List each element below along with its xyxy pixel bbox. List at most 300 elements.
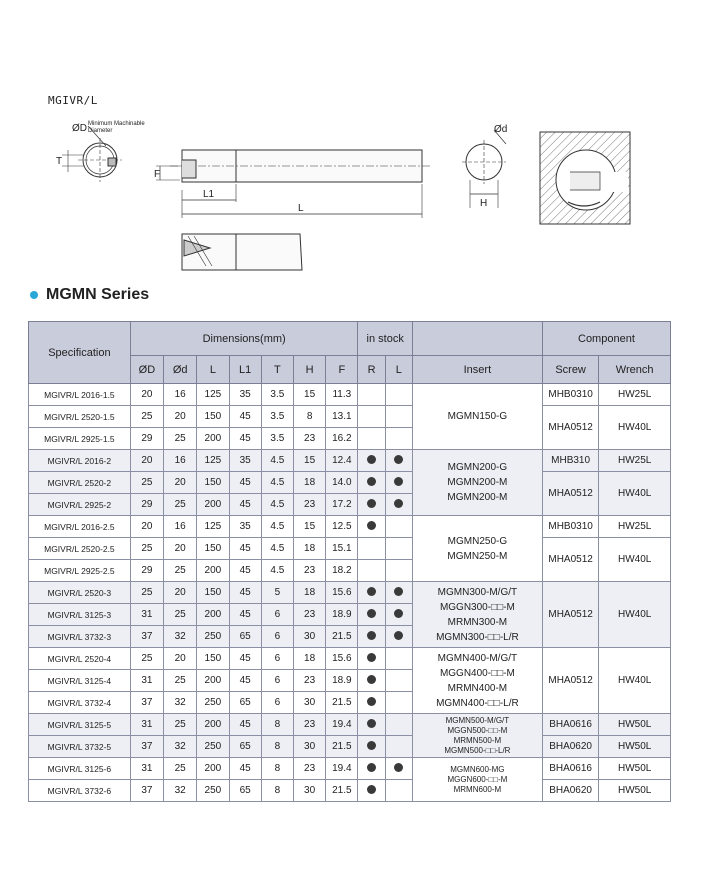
- R-stock-cell: [358, 582, 385, 604]
- L-stock-cell: [385, 604, 412, 626]
- wrench-cell: HW40L: [599, 406, 671, 450]
- insert-code: MRMN500-M: [453, 735, 502, 745]
- d-cell: 32: [164, 626, 197, 648]
- wrench-cell: HW25L: [599, 384, 671, 406]
- L-header: L: [197, 356, 229, 384]
- spec-cell: MGIVR/L 2925-2: [29, 494, 131, 516]
- F-cell: 15.6: [326, 648, 358, 670]
- L-stock-cell: [385, 428, 412, 450]
- T-header: T: [261, 356, 293, 384]
- T-cell: 6: [261, 604, 293, 626]
- L1-cell: 45: [229, 604, 261, 626]
- T-cell: 6: [261, 670, 293, 692]
- spec-table-body: [29, 384, 671, 802]
- L1-cell: 45: [229, 428, 261, 450]
- insert-code: MGMN250-G: [447, 535, 508, 547]
- insert-cell: [412, 384, 542, 450]
- in-stock-dot-icon: [367, 499, 376, 508]
- in-stock-dot-icon: [394, 609, 403, 618]
- d-cell: 25: [164, 670, 197, 692]
- wrench-cell: HW25L: [599, 516, 671, 538]
- d-cell: 20: [164, 406, 197, 428]
- screw-cell: BHA0616: [542, 758, 598, 780]
- R-stock-cell: [358, 736, 385, 758]
- L-stock-cell: [385, 780, 412, 802]
- D-cell: 25: [130, 538, 163, 560]
- d-cell: 32: [164, 780, 197, 802]
- in-stock-dot-icon: [394, 763, 403, 772]
- insert-spacer-header: [412, 322, 542, 356]
- T-cell: 3.5: [261, 406, 293, 428]
- end-view-drawing: [462, 130, 506, 208]
- L-stock-cell: [385, 406, 412, 428]
- front-view-drawing: [62, 126, 122, 182]
- T-cell: 3.5: [261, 428, 293, 450]
- L1-cell: 45: [229, 406, 261, 428]
- D-cell: 31: [130, 604, 163, 626]
- L-cell: 125: [197, 450, 229, 472]
- L-cell: 200: [197, 428, 229, 450]
- in-stock-dot-icon: [367, 609, 376, 618]
- screw-cell: MHB0310: [542, 516, 598, 538]
- R-stock-cell: [358, 406, 385, 428]
- wrench-cell: HW50L: [599, 780, 671, 802]
- T-cell: 8: [261, 780, 293, 802]
- L-stock-cell: [385, 384, 412, 406]
- table-row: [29, 406, 671, 428]
- d-cell: 25: [164, 494, 197, 516]
- table-row: [29, 538, 671, 560]
- d-cell: 20: [164, 472, 197, 494]
- R-stock-cell: [358, 692, 385, 714]
- H-cell: 23: [293, 560, 325, 582]
- in-stock-dot-icon: [367, 675, 376, 684]
- F-cell: 13.1: [326, 406, 358, 428]
- in-stock-dot-icon: [367, 631, 376, 640]
- specification-header: Specification: [29, 322, 131, 384]
- F-cell: 12.5: [326, 516, 358, 538]
- H-cell: 15: [293, 450, 325, 472]
- in-stock-dot-icon: [394, 631, 403, 640]
- screw-cell: MHA0512: [542, 472, 598, 516]
- L1-cell: 45: [229, 494, 261, 516]
- H-cell: 30: [293, 626, 325, 648]
- spec-cell: MGIVR/L 3732-5: [29, 736, 131, 758]
- L-stock-header: L: [385, 356, 412, 384]
- insert-code: MGMN150-G: [447, 411, 508, 422]
- T-cell: 8: [261, 736, 293, 758]
- in-stock-dot-icon: [367, 653, 376, 662]
- L-cell: 150: [197, 648, 229, 670]
- spec-cell: MGIVR/L 3125-3: [29, 604, 131, 626]
- L1-cell: 35: [229, 450, 261, 472]
- d-cell: 25: [164, 758, 197, 780]
- F-cell: 11.3: [326, 384, 358, 406]
- spec-cell: MGIVR/L 2016-1.5: [29, 384, 131, 406]
- L-cell: 200: [197, 604, 229, 626]
- R-stock-cell: [358, 516, 385, 538]
- H-cell: 23: [293, 670, 325, 692]
- L-cell: 250: [197, 692, 229, 714]
- insert-cell: [412, 758, 542, 802]
- D-cell: 25: [130, 582, 163, 604]
- H-cell: 30: [293, 736, 325, 758]
- in-stock-dot-icon: [394, 499, 403, 508]
- section-view-drawing: [540, 132, 630, 224]
- series-title-text: MGMN Series: [46, 286, 150, 303]
- L-stock-cell: [385, 626, 412, 648]
- H-cell: 18: [293, 538, 325, 560]
- table-row: [29, 648, 671, 670]
- insert-header: Insert: [412, 356, 542, 384]
- R-stock-header: R: [358, 356, 385, 384]
- T-cell: 4.5: [261, 494, 293, 516]
- component-header: Component: [542, 322, 670, 356]
- model-label: MGIVR/L: [48, 94, 98, 107]
- screw-cell: MHA0512: [542, 582, 598, 648]
- D-cell: 20: [130, 516, 163, 538]
- spec-cell: MGIVR/L 2925-2.5: [29, 560, 131, 582]
- insert-code: MRMN400-M: [447, 682, 508, 694]
- side-view-drawing: [156, 150, 430, 218]
- R-stock-cell: [358, 714, 385, 736]
- F-cell: 18.2: [326, 560, 358, 582]
- R-stock-cell: [358, 450, 385, 472]
- in-stock-dot-icon: [367, 719, 376, 728]
- spec-cell: MGIVR/L 3125-4: [29, 670, 131, 692]
- L-stock-cell: [385, 494, 412, 516]
- insert-cell: [412, 582, 542, 648]
- spec-cell: MGIVR/L 2925-1.5: [29, 428, 131, 450]
- D-cell: 31: [130, 670, 163, 692]
- in-stock-dot-icon: [367, 477, 376, 486]
- spec-cell: MGIVR/L 2016-2.5: [29, 516, 131, 538]
- spec-cell: MGIVR/L 3732-4: [29, 692, 131, 714]
- L-cell: 125: [197, 516, 229, 538]
- L1-label: L1: [203, 189, 215, 200]
- L-cell: 250: [197, 780, 229, 802]
- d-cell: 32: [164, 736, 197, 758]
- T-label: T: [56, 156, 63, 167]
- T-cell: 3.5: [261, 384, 293, 406]
- H-cell: 15: [293, 384, 325, 406]
- D-header: ØD: [130, 356, 163, 384]
- in-stock-header: in stock: [358, 322, 412, 356]
- H-header: H: [293, 356, 325, 384]
- insert-code: MGMN300-M/G/T: [437, 586, 518, 598]
- min-caption-line2: Diameter: [88, 128, 113, 134]
- d-cell: 16: [164, 516, 197, 538]
- L-stock-cell: [385, 648, 412, 670]
- L1-cell: 45: [229, 582, 261, 604]
- spec-cell: MGIVR/L 2520-2: [29, 472, 131, 494]
- F-cell: 21.5: [326, 736, 358, 758]
- screw-cell: MHB310: [542, 450, 598, 472]
- wrench-cell: HW40L: [599, 582, 671, 648]
- R-stock-cell: [358, 384, 385, 406]
- D-cell: 37: [130, 736, 163, 758]
- table-row: [29, 472, 671, 494]
- d-label: Ød: [494, 124, 508, 135]
- table-row: [29, 582, 671, 604]
- wrench-cell: HW25L: [599, 450, 671, 472]
- L1-cell: 45: [229, 538, 261, 560]
- d-header: Ød: [164, 356, 197, 384]
- L1-cell: 65: [229, 736, 261, 758]
- wrench-cell: HW50L: [599, 714, 671, 736]
- in-stock-dot-icon: [367, 697, 376, 706]
- L1-cell: 65: [229, 692, 261, 714]
- R-stock-cell: [358, 538, 385, 560]
- spec-cell: MGIVR/L 2016-2: [29, 450, 131, 472]
- H-cell: 23: [293, 604, 325, 626]
- D-cell: 29: [130, 428, 163, 450]
- L-cell: 250: [197, 736, 229, 758]
- H-cell: 23: [293, 758, 325, 780]
- L1-cell: 35: [229, 516, 261, 538]
- screw-cell: BHA0620: [542, 736, 598, 758]
- L-stock-cell: [385, 736, 412, 758]
- L-stock-cell: [385, 516, 412, 538]
- R-stock-cell: [358, 494, 385, 516]
- R-stock-cell: [358, 560, 385, 582]
- d-cell: 16: [164, 450, 197, 472]
- L-stock-cell: [385, 560, 412, 582]
- d-cell: 20: [164, 582, 197, 604]
- L1-cell: 45: [229, 670, 261, 692]
- insert-code: MGMN500-□□-L/R: [444, 745, 511, 755]
- in-stock-dot-icon: [367, 741, 376, 750]
- insert-code: MRMN600-M: [453, 784, 502, 794]
- table-row: [29, 450, 671, 472]
- R-stock-cell: [358, 670, 385, 692]
- insert-code: MGMN250-M: [447, 550, 508, 562]
- min-caption-line1: Minimum Machinable: [88, 121, 145, 127]
- insert-code: MRMN300-M: [447, 616, 508, 628]
- in-stock-dot-icon: [367, 785, 376, 794]
- insert-code: MGMN200-M: [447, 477, 508, 488]
- D-cell: 31: [130, 758, 163, 780]
- d-cell: 20: [164, 648, 197, 670]
- D-cell: 20: [130, 384, 163, 406]
- insert-code: MGMN400-M/G/T: [437, 652, 518, 664]
- screw-cell: MHA0512: [542, 406, 598, 450]
- spec-cell: MGIVR/L 2520-3: [29, 582, 131, 604]
- L1-cell: 45: [229, 472, 261, 494]
- in-stock-dot-icon: [394, 455, 403, 464]
- insert-code: MGMN400-□□-L/R: [436, 697, 519, 709]
- R-stock-cell: [358, 626, 385, 648]
- H-cell: 15: [293, 516, 325, 538]
- D-cell: 31: [130, 714, 163, 736]
- insert-cell: [412, 648, 542, 714]
- spec-cell: MGIVR/L 3732-3: [29, 626, 131, 648]
- T-cell: 8: [261, 758, 293, 780]
- T-cell: 4.5: [261, 560, 293, 582]
- d-cell: 25: [164, 560, 197, 582]
- L-cell: 150: [197, 582, 229, 604]
- H-cell: 18: [293, 648, 325, 670]
- T-cell: 4.5: [261, 538, 293, 560]
- T-cell: 6: [261, 692, 293, 714]
- L-cell: 150: [197, 538, 229, 560]
- L-cell: 125: [197, 384, 229, 406]
- D-cell: 20: [130, 450, 163, 472]
- series-bullet-icon: [30, 291, 38, 299]
- H-cell: 23: [293, 494, 325, 516]
- d-cell: 16: [164, 384, 197, 406]
- d-cell: 20: [164, 538, 197, 560]
- wrench-cell: HW50L: [599, 736, 671, 758]
- spec-cell: MGIVR/L 2520-4: [29, 648, 131, 670]
- L1-cell: 65: [229, 626, 261, 648]
- table-row: [29, 384, 671, 406]
- L-cell: 250: [197, 626, 229, 648]
- L-stock-cell: [385, 538, 412, 560]
- spec-table: [28, 321, 671, 802]
- screw-cell: MHA0512: [542, 538, 598, 582]
- wrench-cell: HW50L: [599, 758, 671, 780]
- L1-cell: 45: [229, 648, 261, 670]
- F-cell: 18.9: [326, 604, 358, 626]
- R-stock-cell: [358, 472, 385, 494]
- H-cell: 30: [293, 692, 325, 714]
- F-label: F: [154, 169, 161, 180]
- T-cell: 4.5: [261, 450, 293, 472]
- F-cell: 18.9: [326, 670, 358, 692]
- spec-cell: MGIVR/L 2520-1.5: [29, 406, 131, 428]
- insert-code: MGGN600-□□-M: [447, 774, 508, 784]
- L-stock-cell: [385, 714, 412, 736]
- L-cell: 150: [197, 472, 229, 494]
- L-label: L: [298, 203, 304, 214]
- insert-code: MGGN500-□□-M: [447, 725, 508, 735]
- F-cell: 17.2: [326, 494, 358, 516]
- table-row: [29, 758, 671, 780]
- H-cell: 18: [293, 582, 325, 604]
- top-view-drawing: [182, 234, 302, 270]
- T-cell: 4.5: [261, 516, 293, 538]
- L1-cell: 65: [229, 780, 261, 802]
- F-cell: 21.5: [326, 692, 358, 714]
- in-stock-dot-icon: [367, 587, 376, 596]
- in-stock-dot-icon: [394, 587, 403, 596]
- insert-code: MGMN500-M/G/T: [445, 715, 510, 725]
- R-stock-cell: [358, 604, 385, 626]
- H-cell: 18: [293, 472, 325, 494]
- D-cell: 29: [130, 494, 163, 516]
- L-stock-cell: [385, 582, 412, 604]
- F-cell: 14.0: [326, 472, 358, 494]
- H-label: H: [480, 198, 488, 209]
- H-cell: 8: [293, 406, 325, 428]
- T-cell: 5: [261, 582, 293, 604]
- R-stock-cell: [358, 780, 385, 802]
- F-cell: 21.5: [326, 626, 358, 648]
- series-title: [30, 284, 149, 306]
- insert-code: MGGN400-□□-M: [439, 667, 515, 679]
- wrench-header: Wrench: [599, 356, 671, 384]
- F-cell: 19.4: [326, 758, 358, 780]
- insert-code: MGMN200-G: [447, 462, 508, 473]
- T-cell: 6: [261, 648, 293, 670]
- L1-cell: 45: [229, 758, 261, 780]
- L-stock-cell: [385, 670, 412, 692]
- L1-cell: 45: [229, 714, 261, 736]
- screw-cell: BHA0620: [542, 780, 598, 802]
- insert-cell: [412, 450, 542, 516]
- D-cell: 25: [130, 648, 163, 670]
- wrench-cell: HW40L: [599, 538, 671, 582]
- d-cell: 25: [164, 604, 197, 626]
- L-cell: 200: [197, 670, 229, 692]
- screw-header: Screw: [542, 356, 598, 384]
- in-stock-dot-icon: [367, 763, 376, 772]
- D-cell: 25: [130, 406, 163, 428]
- screw-cell: MHB0310: [542, 384, 598, 406]
- T-cell: 4.5: [261, 472, 293, 494]
- R-stock-cell: [358, 428, 385, 450]
- L-cell: 150: [197, 406, 229, 428]
- insert-cell: [412, 516, 542, 582]
- d-cell: 32: [164, 692, 197, 714]
- table-row: [29, 736, 671, 758]
- L-cell: 200: [197, 714, 229, 736]
- insert-code: MGMN600-MG: [450, 764, 505, 774]
- L-cell: 200: [197, 758, 229, 780]
- dimensions-header: Dimensions(mm): [130, 322, 358, 356]
- L-stock-cell: [385, 450, 412, 472]
- insert-code: MGMN300-□□-L/R: [436, 631, 519, 643]
- T-cell: 8: [261, 714, 293, 736]
- insert-cell: [412, 714, 542, 758]
- F-cell: 19.4: [326, 714, 358, 736]
- screw-cell: MHA0512: [542, 648, 598, 714]
- spec-cell: MGIVR/L 3125-6: [29, 758, 131, 780]
- R-stock-cell: [358, 648, 385, 670]
- L-stock-cell: [385, 758, 412, 780]
- in-stock-dot-icon: [394, 477, 403, 486]
- spec-cell: MGIVR/L 3732-6: [29, 780, 131, 802]
- L1-header: L1: [229, 356, 261, 384]
- F-cell: 15.1: [326, 538, 358, 560]
- D-cell: 37: [130, 692, 163, 714]
- H-cell: 30: [293, 780, 325, 802]
- F-cell: 16.2: [326, 428, 358, 450]
- L1-cell: 35: [229, 384, 261, 406]
- D-cell: 37: [130, 780, 163, 802]
- spec-cell: MGIVR/L 3125-5: [29, 714, 131, 736]
- table-row: [29, 780, 671, 802]
- min-diameter-label: ØD: [72, 123, 87, 134]
- wrench-cell: HW40L: [599, 648, 671, 714]
- H-cell: 23: [293, 428, 325, 450]
- D-cell: 37: [130, 626, 163, 648]
- table-row: [29, 516, 671, 538]
- spec-cell: MGIVR/L 2520-2.5: [29, 538, 131, 560]
- tool-drawings: [0, 110, 706, 280]
- T-cell: 6: [261, 626, 293, 648]
- F-cell: 15.6: [326, 582, 358, 604]
- in-stock-dot-icon: [367, 521, 376, 530]
- L-stock-cell: [385, 692, 412, 714]
- wrench-cell: HW40L: [599, 472, 671, 516]
- insert-code: MGMN200-M: [447, 492, 508, 503]
- table-row: [29, 714, 671, 736]
- L-stock-cell: [385, 472, 412, 494]
- insert-code: MGGN300-□□-M: [439, 601, 515, 613]
- L-cell: 200: [197, 560, 229, 582]
